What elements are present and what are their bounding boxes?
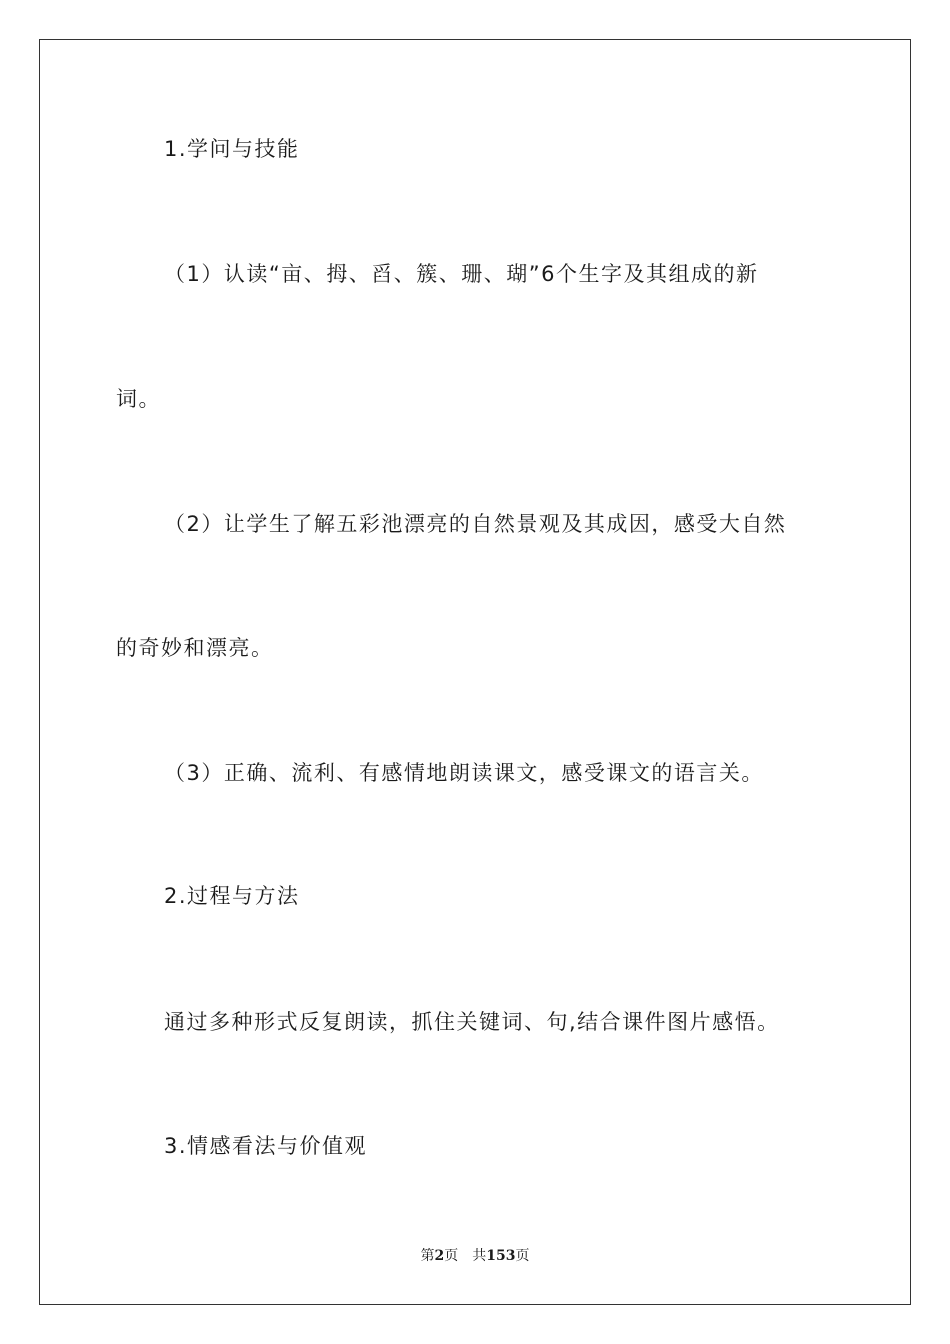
paragraph-objective-1: （1）认读“亩、拇、舀、簇、珊、瑚”6个生字及其组成的新 <box>164 262 759 286</box>
page-prefix: 第 <box>420 1248 435 1264</box>
paragraph-objective-3: （3）正确、流利、有感情地朗读课文，感受课文的语言关。 <box>164 761 764 785</box>
total-suffix: 页 <box>515 1248 530 1264</box>
total-pages: 153 <box>486 1248 516 1264</box>
paragraph-objective-1-continued: 词。 <box>116 387 161 411</box>
paragraph-process-methods: 通过多种形式反复朗读，抓住关键词、句,结合课件图片感悟。 <box>164 1010 780 1034</box>
page-suffix: 页 <box>444 1248 459 1264</box>
heading-process-methods: 2.过程与方法 <box>164 884 300 908</box>
paragraph-objective-2: （2）让学生了解五彩池漂亮的自然景观及其成因，感受大自然 <box>164 512 787 536</box>
page-number: 2 <box>434 1248 445 1264</box>
heading-emotion-values: 3.情感看法与价值观 <box>164 1134 368 1158</box>
page-border <box>39 39 911 1305</box>
page-footer <box>0 1247 950 1265</box>
heading-knowledge-skills: 1.学问与技能 <box>164 137 300 161</box>
total-prefix: 共 <box>472 1248 487 1264</box>
paragraph-objective-2-continued: 的奇妙和漂亮。 <box>116 636 274 660</box>
